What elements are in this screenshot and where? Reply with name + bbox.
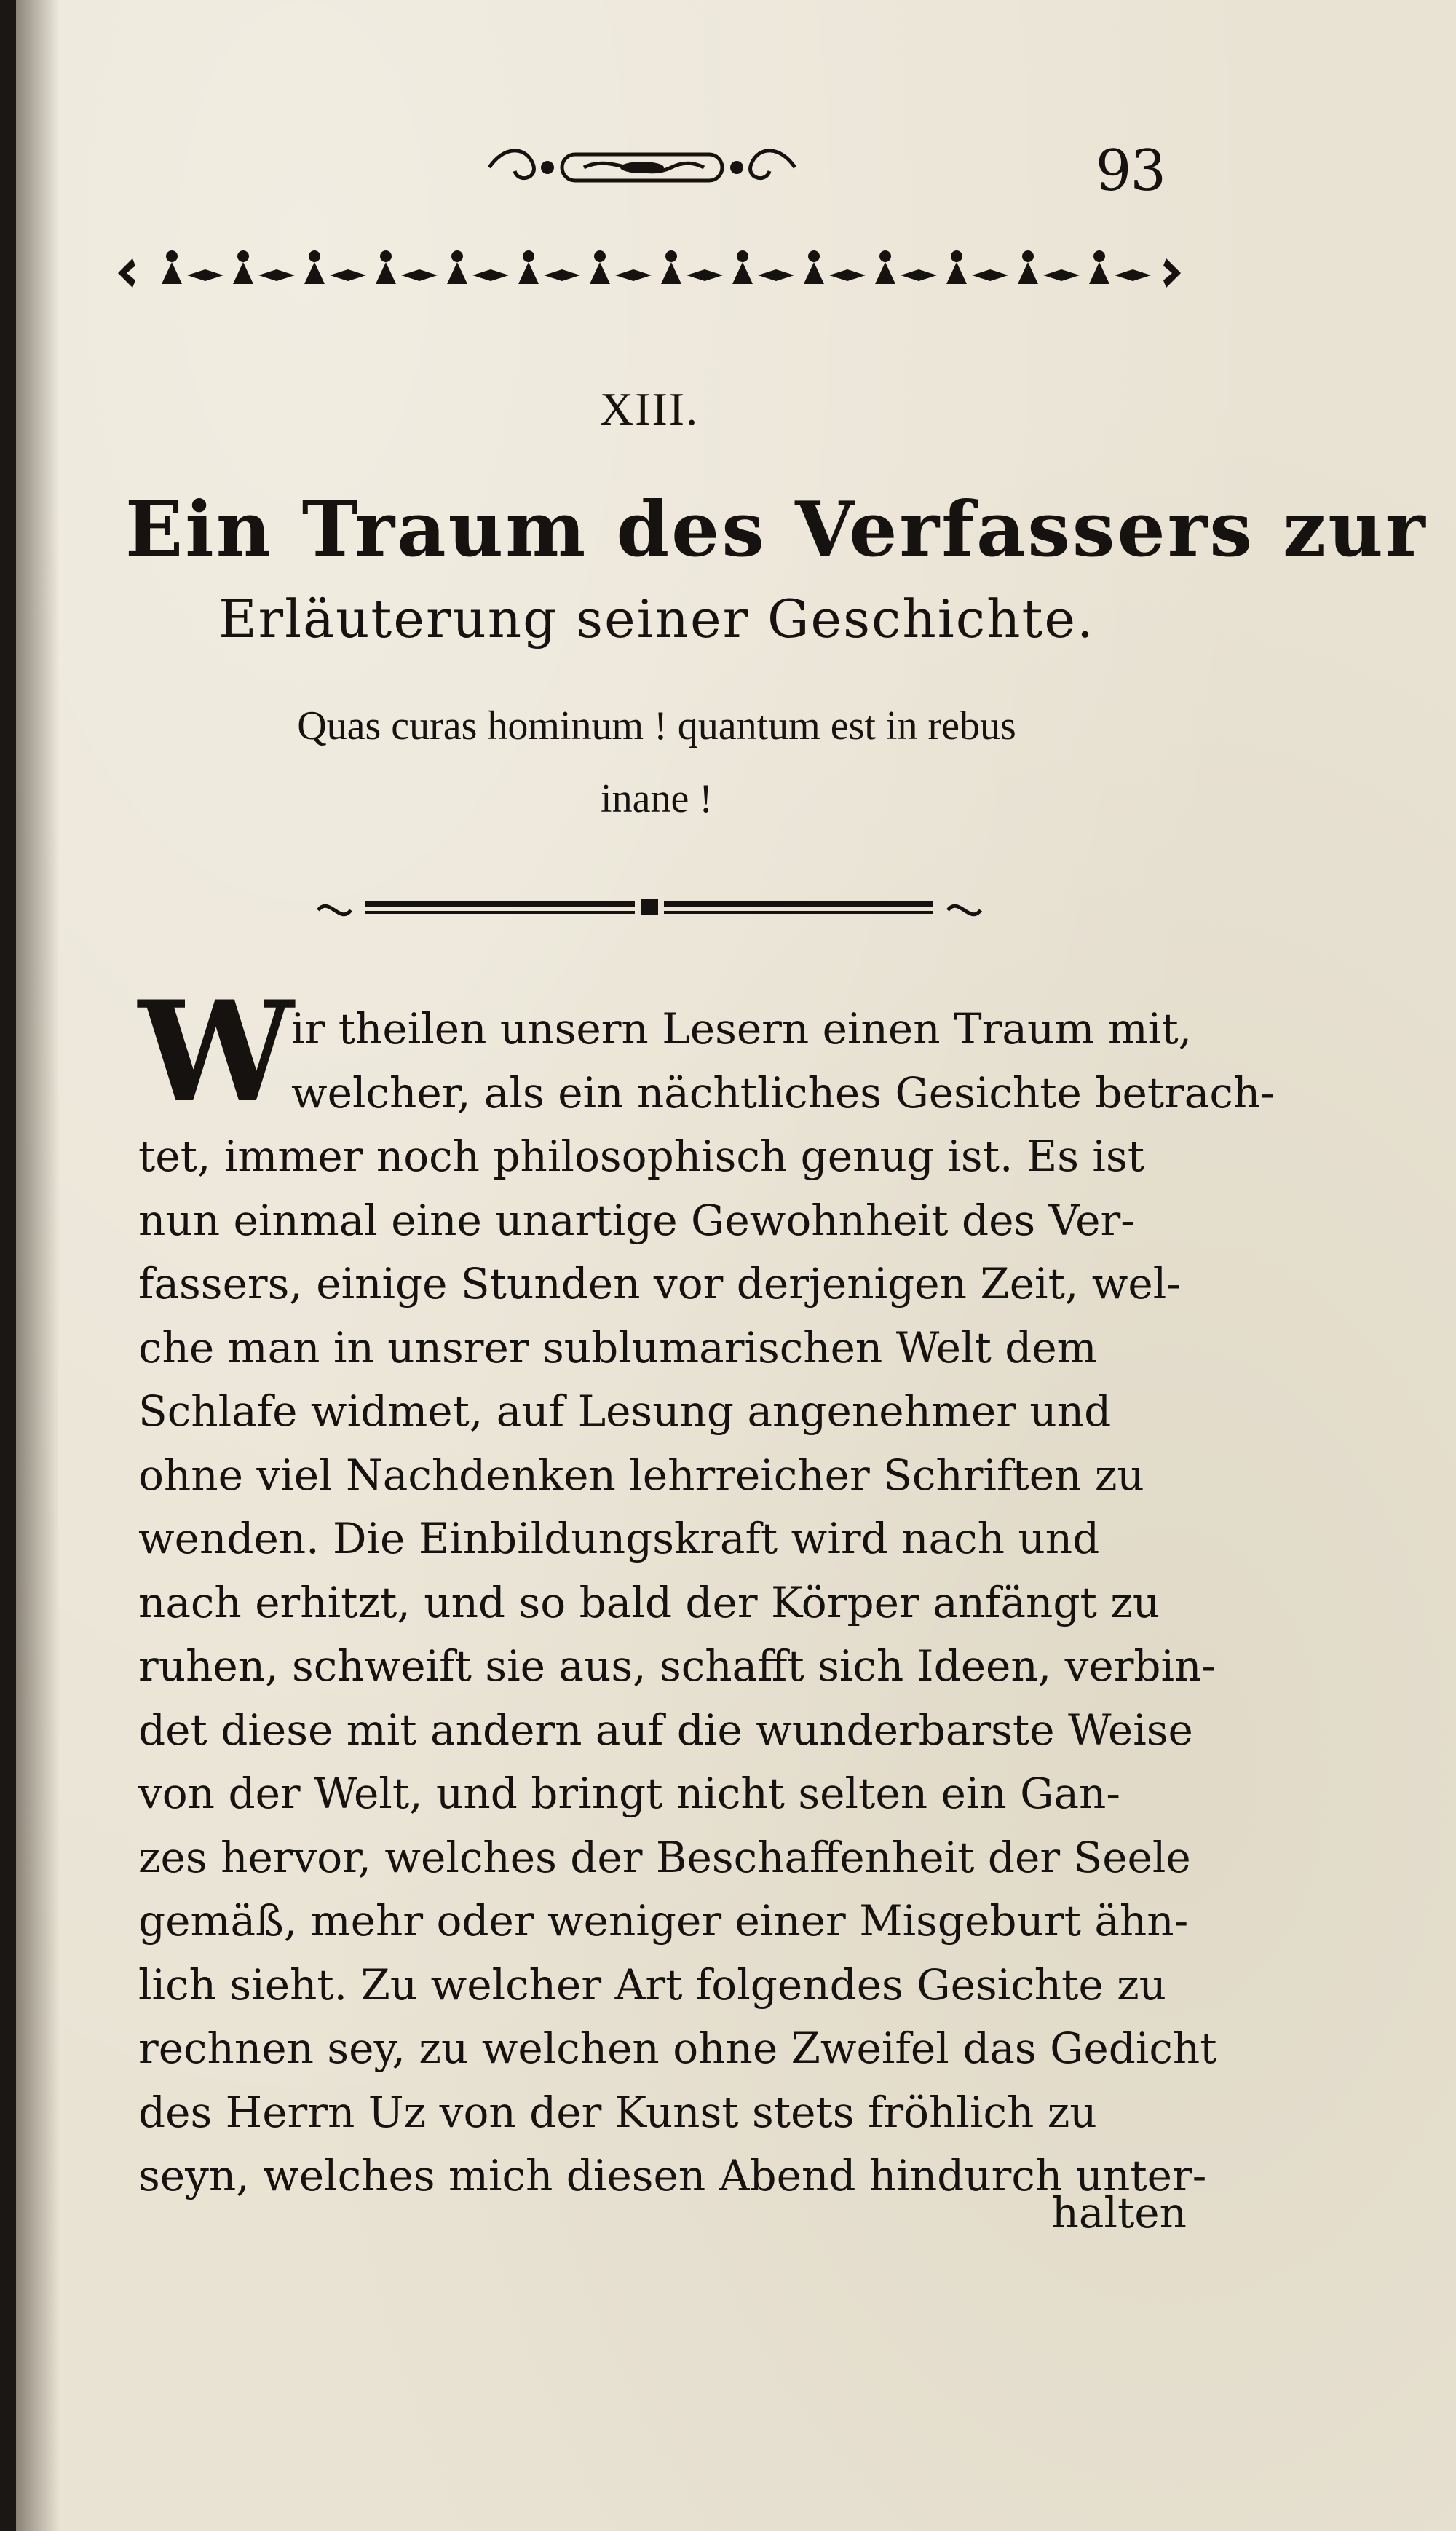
border-motif bbox=[804, 250, 866, 284]
chapter-title-line-2: Erläuterung seiner Geschichte. bbox=[218, 588, 1095, 649]
motto-line-2: inane ! bbox=[601, 776, 713, 821]
chapter-title-line-1: Ein Traum des Verfassers zur bbox=[125, 484, 1428, 574]
book-page bbox=[16, 0, 1456, 2531]
border-motif bbox=[233, 250, 295, 284]
binding-shadow bbox=[16, 0, 60, 2531]
body-line: ir theilen unsern Lesern einen Traum mit, bbox=[291, 1004, 1192, 1054]
chapter-number: XIII. bbox=[599, 383, 700, 435]
border-motif bbox=[590, 250, 652, 284]
decorative-border bbox=[118, 240, 1181, 306]
border-motif bbox=[447, 250, 509, 284]
body-line: ruhen, schweift sie aus, schafft sich Ideen, verbin- bbox=[138, 1641, 1216, 1691]
body-line: tet, immer noch philosophisch genug ist. Es ist bbox=[138, 1132, 1145, 1181]
body-line: det diese mit andern auf die wunderbarste Weise bbox=[138, 1705, 1193, 1755]
body-line: ohne viel Nachdenken lehrreicher Schriften zu bbox=[138, 1450, 1144, 1500]
catchword: halten bbox=[1051, 2188, 1187, 2238]
border-motif bbox=[518, 250, 580, 284]
body-line: Schlafe widmet, auf Lesung angenehmer und bbox=[138, 1386, 1112, 1436]
drop-cap: W bbox=[138, 971, 294, 1133]
border-motif bbox=[304, 250, 366, 284]
border-motif bbox=[162, 250, 223, 284]
border-motif bbox=[732, 250, 794, 284]
body-line: gemäß, mehr oder weniger einer Misgeburt ähn- bbox=[138, 1896, 1189, 1946]
body-line: lich sieht. Zu welcher Art folgendes Gesichte zu bbox=[138, 1959, 1167, 2010]
body-line: rechnen sey, zu welchen ohne Zweifel das Gedicht bbox=[138, 2023, 1217, 2073]
border-motif bbox=[946, 250, 1008, 284]
body-line: che man in unsrer sublumarischen Welt dem bbox=[138, 1322, 1097, 1373]
top-ornament bbox=[475, 138, 810, 197]
body-line: wenden. Die Einbildungskraft wird nach und bbox=[138, 1514, 1100, 1563]
border-motif bbox=[661, 250, 723, 284]
body-line: nun einmal eine unartige Gewohnheit des Ver- bbox=[138, 1195, 1135, 1245]
border-motif bbox=[1089, 250, 1151, 284]
body-line: seyn, welches mich diesen Abend hindurch unter- bbox=[138, 2151, 1207, 2200]
border-motif bbox=[1018, 250, 1080, 284]
page-number: 93 bbox=[1095, 138, 1165, 204]
body-line: welcher, als ein nächtliches Gesichte betrach- bbox=[291, 1067, 1275, 1118]
rule-ornament bbox=[314, 885, 984, 928]
border-motif bbox=[875, 250, 937, 284]
motto-line-1: Quas curas hominum ! quantum est in rebus bbox=[297, 703, 1016, 749]
border-motif bbox=[376, 250, 438, 284]
body-line: von der Welt, und bringt nicht selten ein Gan- bbox=[138, 1769, 1121, 1818]
body-line: zes hervor, welches der Beschaffenheit der Seele bbox=[138, 1832, 1191, 1882]
body-line: fassers, einige Stunden vor derjenigen Zeit, wel- bbox=[138, 1259, 1181, 1308]
body-text bbox=[138, 998, 1275, 2208]
body-line: des Herrn Uz von der Kunst stets fröhlich zu bbox=[138, 2087, 1097, 2137]
body-line: nach erhitzt, und so bald der Körper anfängt zu bbox=[138, 1577, 1160, 1627]
